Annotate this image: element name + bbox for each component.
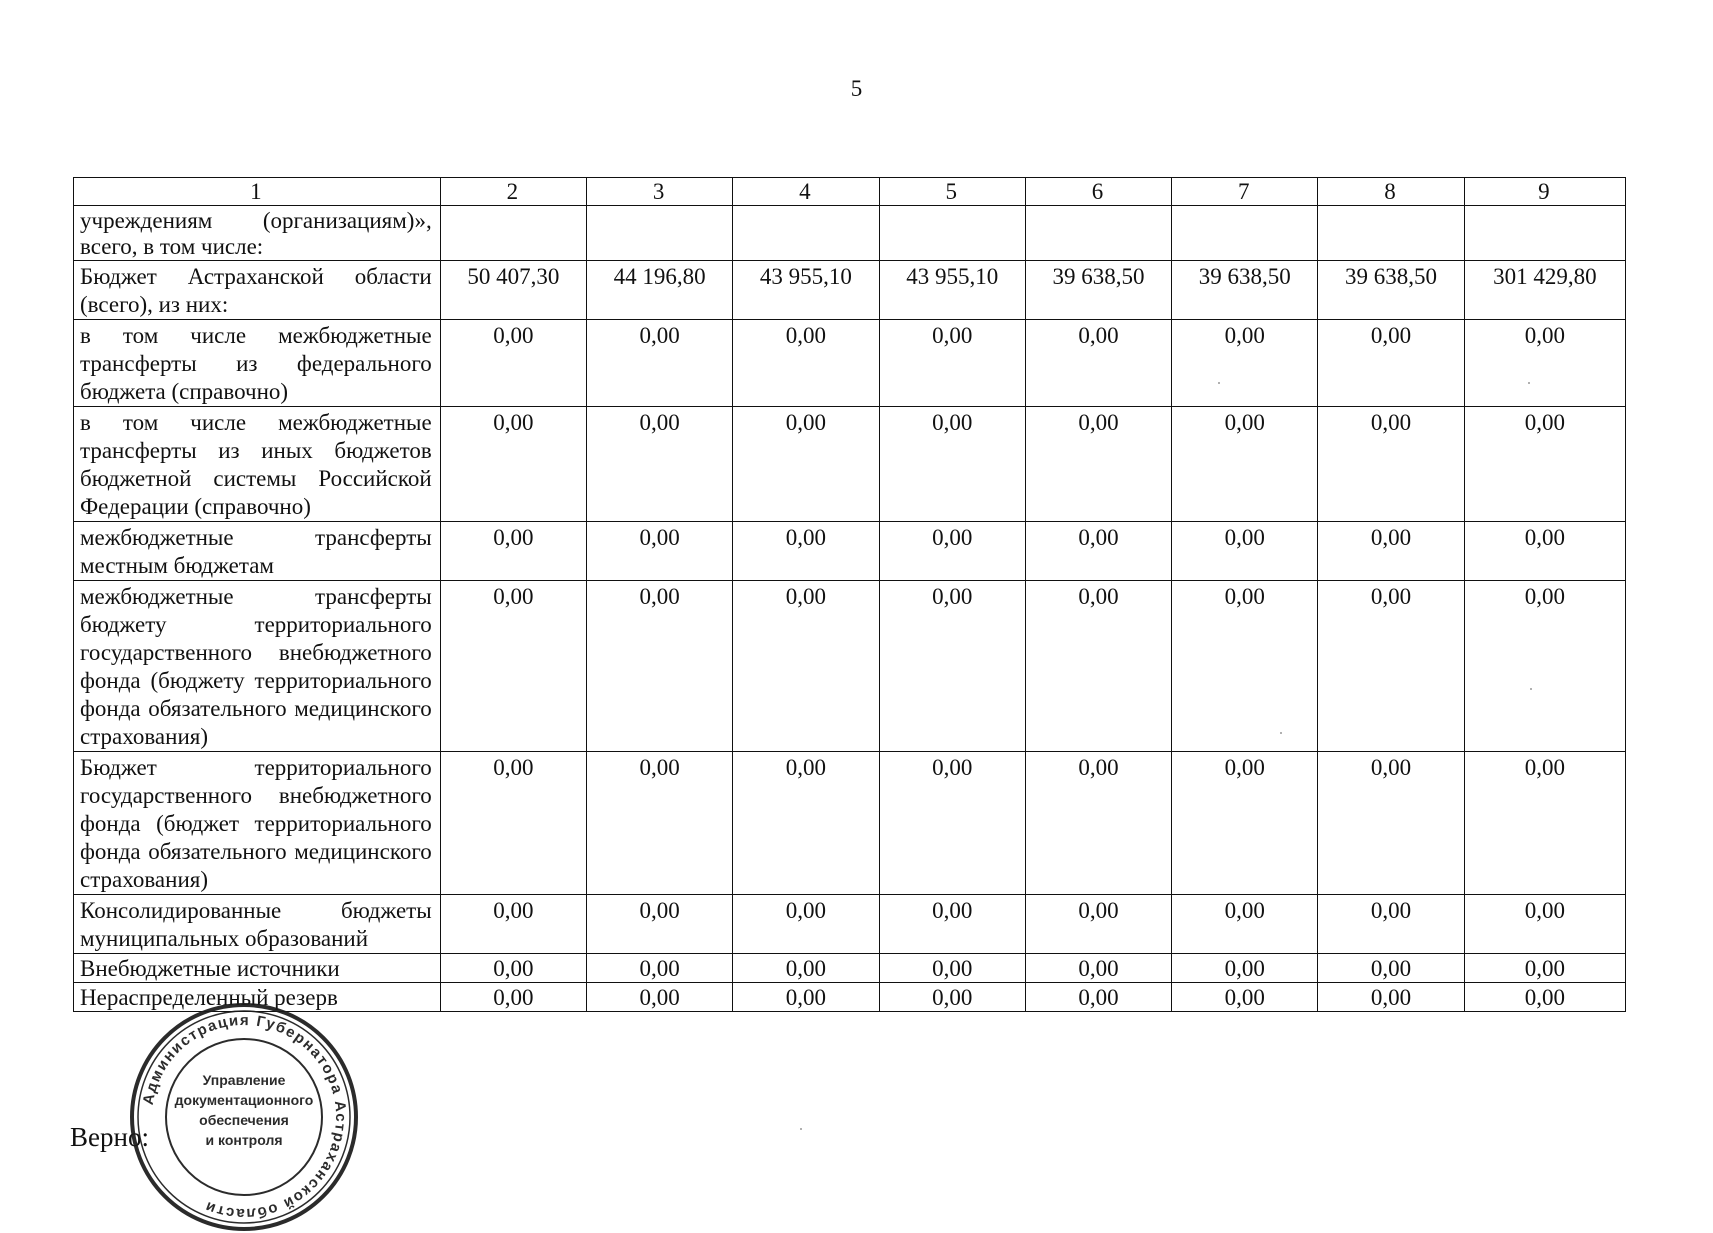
value-cell: 0,00	[440, 752, 586, 895]
value-cell: 0,00	[586, 320, 732, 407]
table-row	[74, 895, 1626, 954]
value-cell	[1172, 206, 1318, 261]
table-row	[74, 581, 1626, 752]
value-cell: 0,00	[586, 581, 732, 752]
value-cell: 0,00	[1318, 895, 1464, 954]
value-cell: 0,00	[1025, 581, 1171, 752]
value-cell: 0,00	[1025, 522, 1171, 581]
value-cell: 0,00	[879, 581, 1025, 752]
value-cell: 0,00	[879, 407, 1025, 522]
value-cell: 39 638,50	[1025, 261, 1171, 320]
value-cell: 0,00	[1318, 407, 1464, 522]
value-cell: 0,00	[1464, 320, 1625, 407]
value-cell	[1318, 206, 1464, 261]
row-label: учреждениям (организациям)», всего, в том числе:	[74, 206, 441, 261]
value-cell: 39 638,50	[1318, 261, 1464, 320]
value-cell: 0,00	[1464, 752, 1625, 895]
value-cell: 0,00	[1318, 954, 1464, 983]
value-cell: 43 955,10	[879, 261, 1025, 320]
value-cell: 0,00	[1025, 752, 1171, 895]
value-cell	[440, 206, 586, 261]
row-label: Консолидированные бюджеты муниципальных образований	[74, 895, 441, 954]
column-number: 3	[586, 178, 732, 206]
scan-speck	[1218, 382, 1220, 384]
value-cell: 0,00	[1464, 895, 1625, 954]
value-cell: 0,00	[440, 407, 586, 522]
column-number: 8	[1318, 178, 1464, 206]
value-cell: 0,00	[1464, 522, 1625, 581]
value-cell: 0,00	[1318, 581, 1464, 752]
seal-outer-text-path: Администрация Губернатора Астраханской области	[139, 1011, 350, 1223]
row-label: Бюджет Астраханской области (всего), из них:	[74, 261, 441, 320]
value-cell: 0,00	[733, 320, 879, 407]
value-cell	[879, 206, 1025, 261]
seal-inner-line: Управление	[202, 1072, 286, 1088]
value-cell: 0,00	[1318, 522, 1464, 581]
value-cell: 0,00	[1318, 752, 1464, 895]
value-cell: 0,00	[1318, 983, 1464, 1012]
table-row	[74, 522, 1626, 581]
row-label: в том числе межбюджетные трансферты из иных бюджетов бюджетной системы Российской Федерации (справочно)	[74, 407, 441, 522]
value-cell: 0,00	[879, 895, 1025, 954]
value-cell: 44 196,80	[586, 261, 732, 320]
value-cell: 301 429,80	[1464, 261, 1625, 320]
value-cell: 0,00	[440, 522, 586, 581]
value-cell: 0,00	[440, 954, 586, 983]
value-cell: 0,00	[1172, 581, 1318, 752]
row-label: Нераспределенный резерв	[74, 983, 441, 1012]
value-cell: 0,00	[1025, 407, 1171, 522]
value-cell: 50 407,30	[440, 261, 586, 320]
value-cell	[1025, 206, 1171, 261]
value-cell: 0,00	[1172, 752, 1318, 895]
column-number: 2	[440, 178, 586, 206]
value-cell: 0,00	[1025, 895, 1171, 954]
value-cell	[733, 206, 879, 261]
row-label: межбюджетные трансферты местным бюджетам	[74, 522, 441, 581]
column-number: 9	[1464, 178, 1625, 206]
table-row	[74, 954, 1626, 983]
column-number-row	[74, 178, 1626, 206]
value-cell: 0,00	[586, 983, 732, 1012]
seal-inner-line: документационного	[174, 1092, 314, 1108]
value-cell: 0,00	[733, 752, 879, 895]
value-cell: 0,00	[1172, 895, 1318, 954]
scan-speck	[1528, 382, 1530, 384]
seal-inner-line: обеспечения	[199, 1112, 289, 1128]
value-cell	[1464, 206, 1625, 261]
row-label: Бюджет территориального государственного внебюджетного фонда (бюджет территориального фонда обязательного медицинского страхования)	[74, 752, 441, 895]
value-cell: 0,00	[440, 581, 586, 752]
column-number: 4	[733, 178, 879, 206]
value-cell	[586, 206, 732, 261]
value-cell: 0,00	[733, 895, 879, 954]
value-cell: 0,00	[733, 954, 879, 983]
value-cell: 0,00	[1318, 320, 1464, 407]
value-cell: 0,00	[1464, 983, 1625, 1012]
value-cell: 0,00	[586, 752, 732, 895]
value-cell: 0,00	[1464, 581, 1625, 752]
value-cell: 0,00	[879, 320, 1025, 407]
value-cell: 0,00	[1025, 954, 1171, 983]
scan-speck	[800, 1128, 802, 1130]
value-cell: 0,00	[440, 895, 586, 954]
seal-inner-line: и контроля	[205, 1132, 283, 1148]
budget-table	[73, 177, 1626, 1012]
value-cell: 0,00	[440, 320, 586, 407]
verno-label: Верно:	[70, 1122, 149, 1152]
table-row	[74, 206, 1626, 261]
table-row	[74, 752, 1626, 895]
value-cell: 0,00	[586, 895, 732, 954]
value-cell: 0,00	[733, 983, 879, 1012]
value-cell: 0,00	[733, 407, 879, 522]
value-cell: 0,00	[1464, 407, 1625, 522]
value-cell: 0,00	[1172, 320, 1318, 407]
row-label: Внебюджетные источники	[74, 954, 441, 983]
value-cell: 0,00	[879, 752, 1025, 895]
value-cell: 0,00	[586, 522, 732, 581]
value-cell: 0,00	[1025, 983, 1171, 1012]
value-cell: 0,00	[733, 581, 879, 752]
column-number: 5	[879, 178, 1025, 206]
column-number: 7	[1172, 178, 1318, 206]
scan-speck	[1280, 732, 1282, 734]
page-number: 5	[850, 76, 863, 101]
value-cell: 0,00	[1172, 407, 1318, 522]
column-number: 1	[74, 178, 441, 206]
value-cell: 0,00	[879, 954, 1025, 983]
row-label: в том числе межбюджетные трансферты из федерального бюджета (справочно)	[74, 320, 441, 407]
table-row	[74, 407, 1626, 522]
table-row	[74, 320, 1626, 407]
official-seal-stamp	[128, 1001, 360, 1233]
value-cell: 43 955,10	[733, 261, 879, 320]
value-cell: 0,00	[586, 407, 732, 522]
value-cell: 39 638,50	[1172, 261, 1318, 320]
column-number: 6	[1025, 178, 1171, 206]
value-cell: 0,00	[1172, 983, 1318, 1012]
value-cell: 0,00	[1172, 522, 1318, 581]
value-cell: 0,00	[1464, 954, 1625, 983]
value-cell: 0,00	[879, 522, 1025, 581]
value-cell: 0,00	[586, 954, 732, 983]
table-row	[74, 261, 1626, 320]
row-label: межбюджетные трансферты бюджету территориального государственного внебюджетного фонда (бюджету территориального фонда обязательного медицинского страхования)	[74, 581, 441, 752]
value-cell: 0,00	[440, 983, 586, 1012]
value-cell: 0,00	[1025, 320, 1171, 407]
value-cell: 0,00	[1172, 954, 1318, 983]
value-cell: 0,00	[733, 522, 879, 581]
scan-speck	[1530, 688, 1532, 690]
value-cell: 0,00	[879, 983, 1025, 1012]
